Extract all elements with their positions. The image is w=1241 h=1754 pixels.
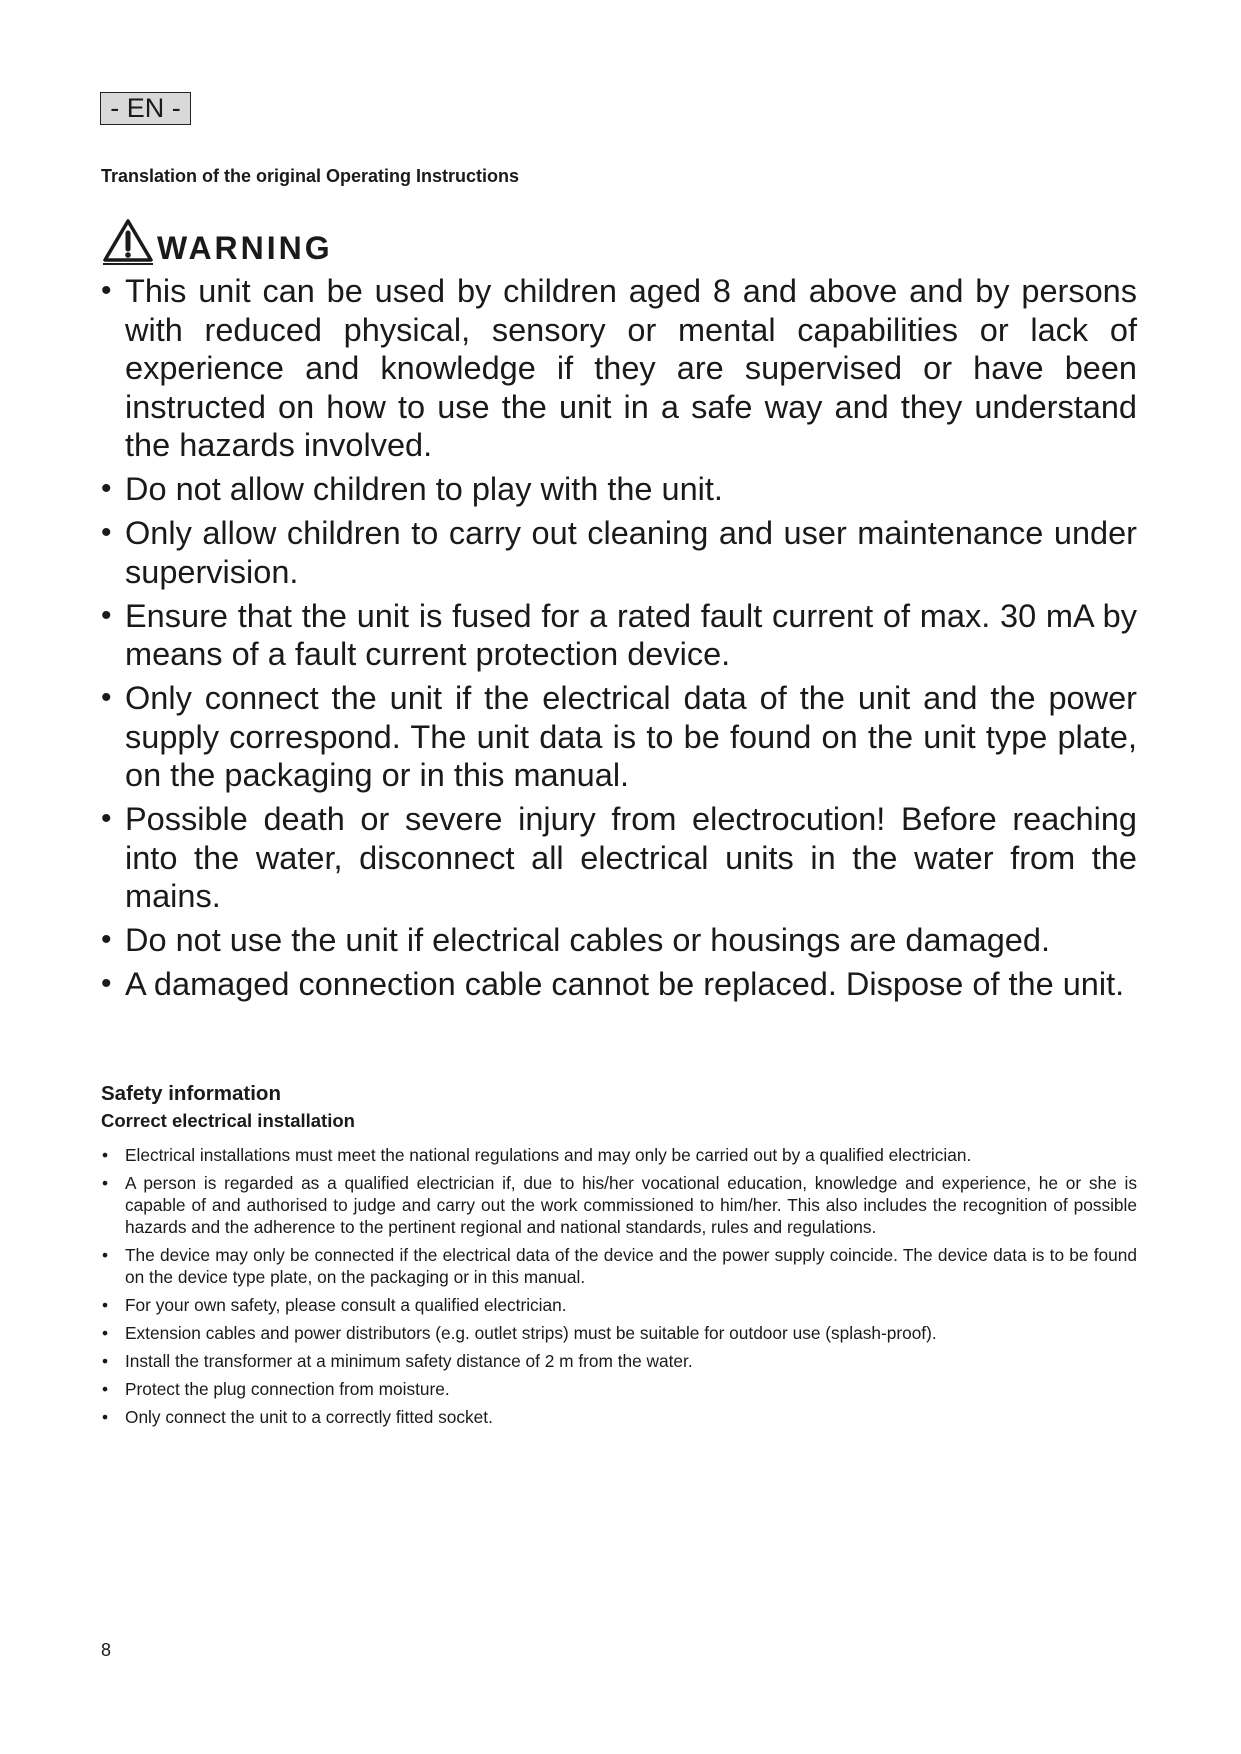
warning-heading [101,206,333,266]
document-subtitle: Translation of the original Operating Instructions [101,166,520,186]
safety-item: • A person is regarded as a qualified electrician if, due to his/her vocational education, knowledge and experience, he or she is capable of and authorised to judge and carry out the work commissioned to him/her. This also includes the recognition of possible hazards and the adherence to the pertinent regional and national standards, rules and regulations. [101,1172,1137,1238]
safety-item: • Protect the plug connection from moisture. [101,1378,1137,1400]
warning-item: • Possible death or severe injury from electrocution! Before reaching into the water, disconnect all electrical units in the water from the mains. [101,800,1137,916]
warning-item: • Only allow children to carry out cleaning and user maintenance under supervision. [101,514,1137,591]
safety-item: • Extension cables and power distributors (e.g. outlet strips) must be suitable for outdoor use (splash-proof). [101,1322,1137,1344]
safety-item: • Electrical installations must meet the national regulations and may only be carried out by a qualified electrician. [101,1144,1137,1166]
safety-heading: Safety information [101,1082,281,1105]
warning-list [101,272,1137,1009]
warning-triangle-icon [101,218,155,266]
safety-list [101,1144,1137,1434]
warning-item: • This unit can be used by children aged 8 and above and by persons with reduced physical, sensory or mental capabilities or lack of experience and knowledge if they are supervised or have been instructed on how to use the unit in a safe way and they understand the hazards involved. [101,272,1137,465]
warning-item: • Only connect the unit if the electrical data of the unit and the power supply correspond. The unit data is to be found on the unit type plate, on the packaging or in this manual. [101,679,1137,795]
warning-item: • A damaged connection cable cannot be replaced. Dispose of the unit. [101,965,1137,1004]
safety-item: • Install the transformer at a minimum safety distance of 2 m from the water. [101,1350,1137,1372]
safety-subheading: Correct electrical installation [101,1110,355,1131]
page-number: 8 [101,1640,112,1660]
warning-item: • Do not use the unit if electrical cables or housings are damaged. [101,921,1137,960]
warning-item: • Ensure that the unit is fused for a rated fault current of max. 30 mA by means of a fault current protection device. [101,597,1137,674]
safety-item: • The device may only be connected if the electrical data of the device and the power supply coincide. The device data is to be found on the device type plate, on the packaging or in this manual. [101,1244,1137,1288]
safety-item: • Only connect the unit to a correctly fitted socket. [101,1406,1137,1428]
language-tag: - EN - [100,92,191,125]
warning-title: WARNING [157,230,333,266]
warning-item: • Do not allow children to play with the unit. [101,470,1137,509]
safety-item: • For your own safety, please consult a qualified electrician. [101,1294,1137,1316]
